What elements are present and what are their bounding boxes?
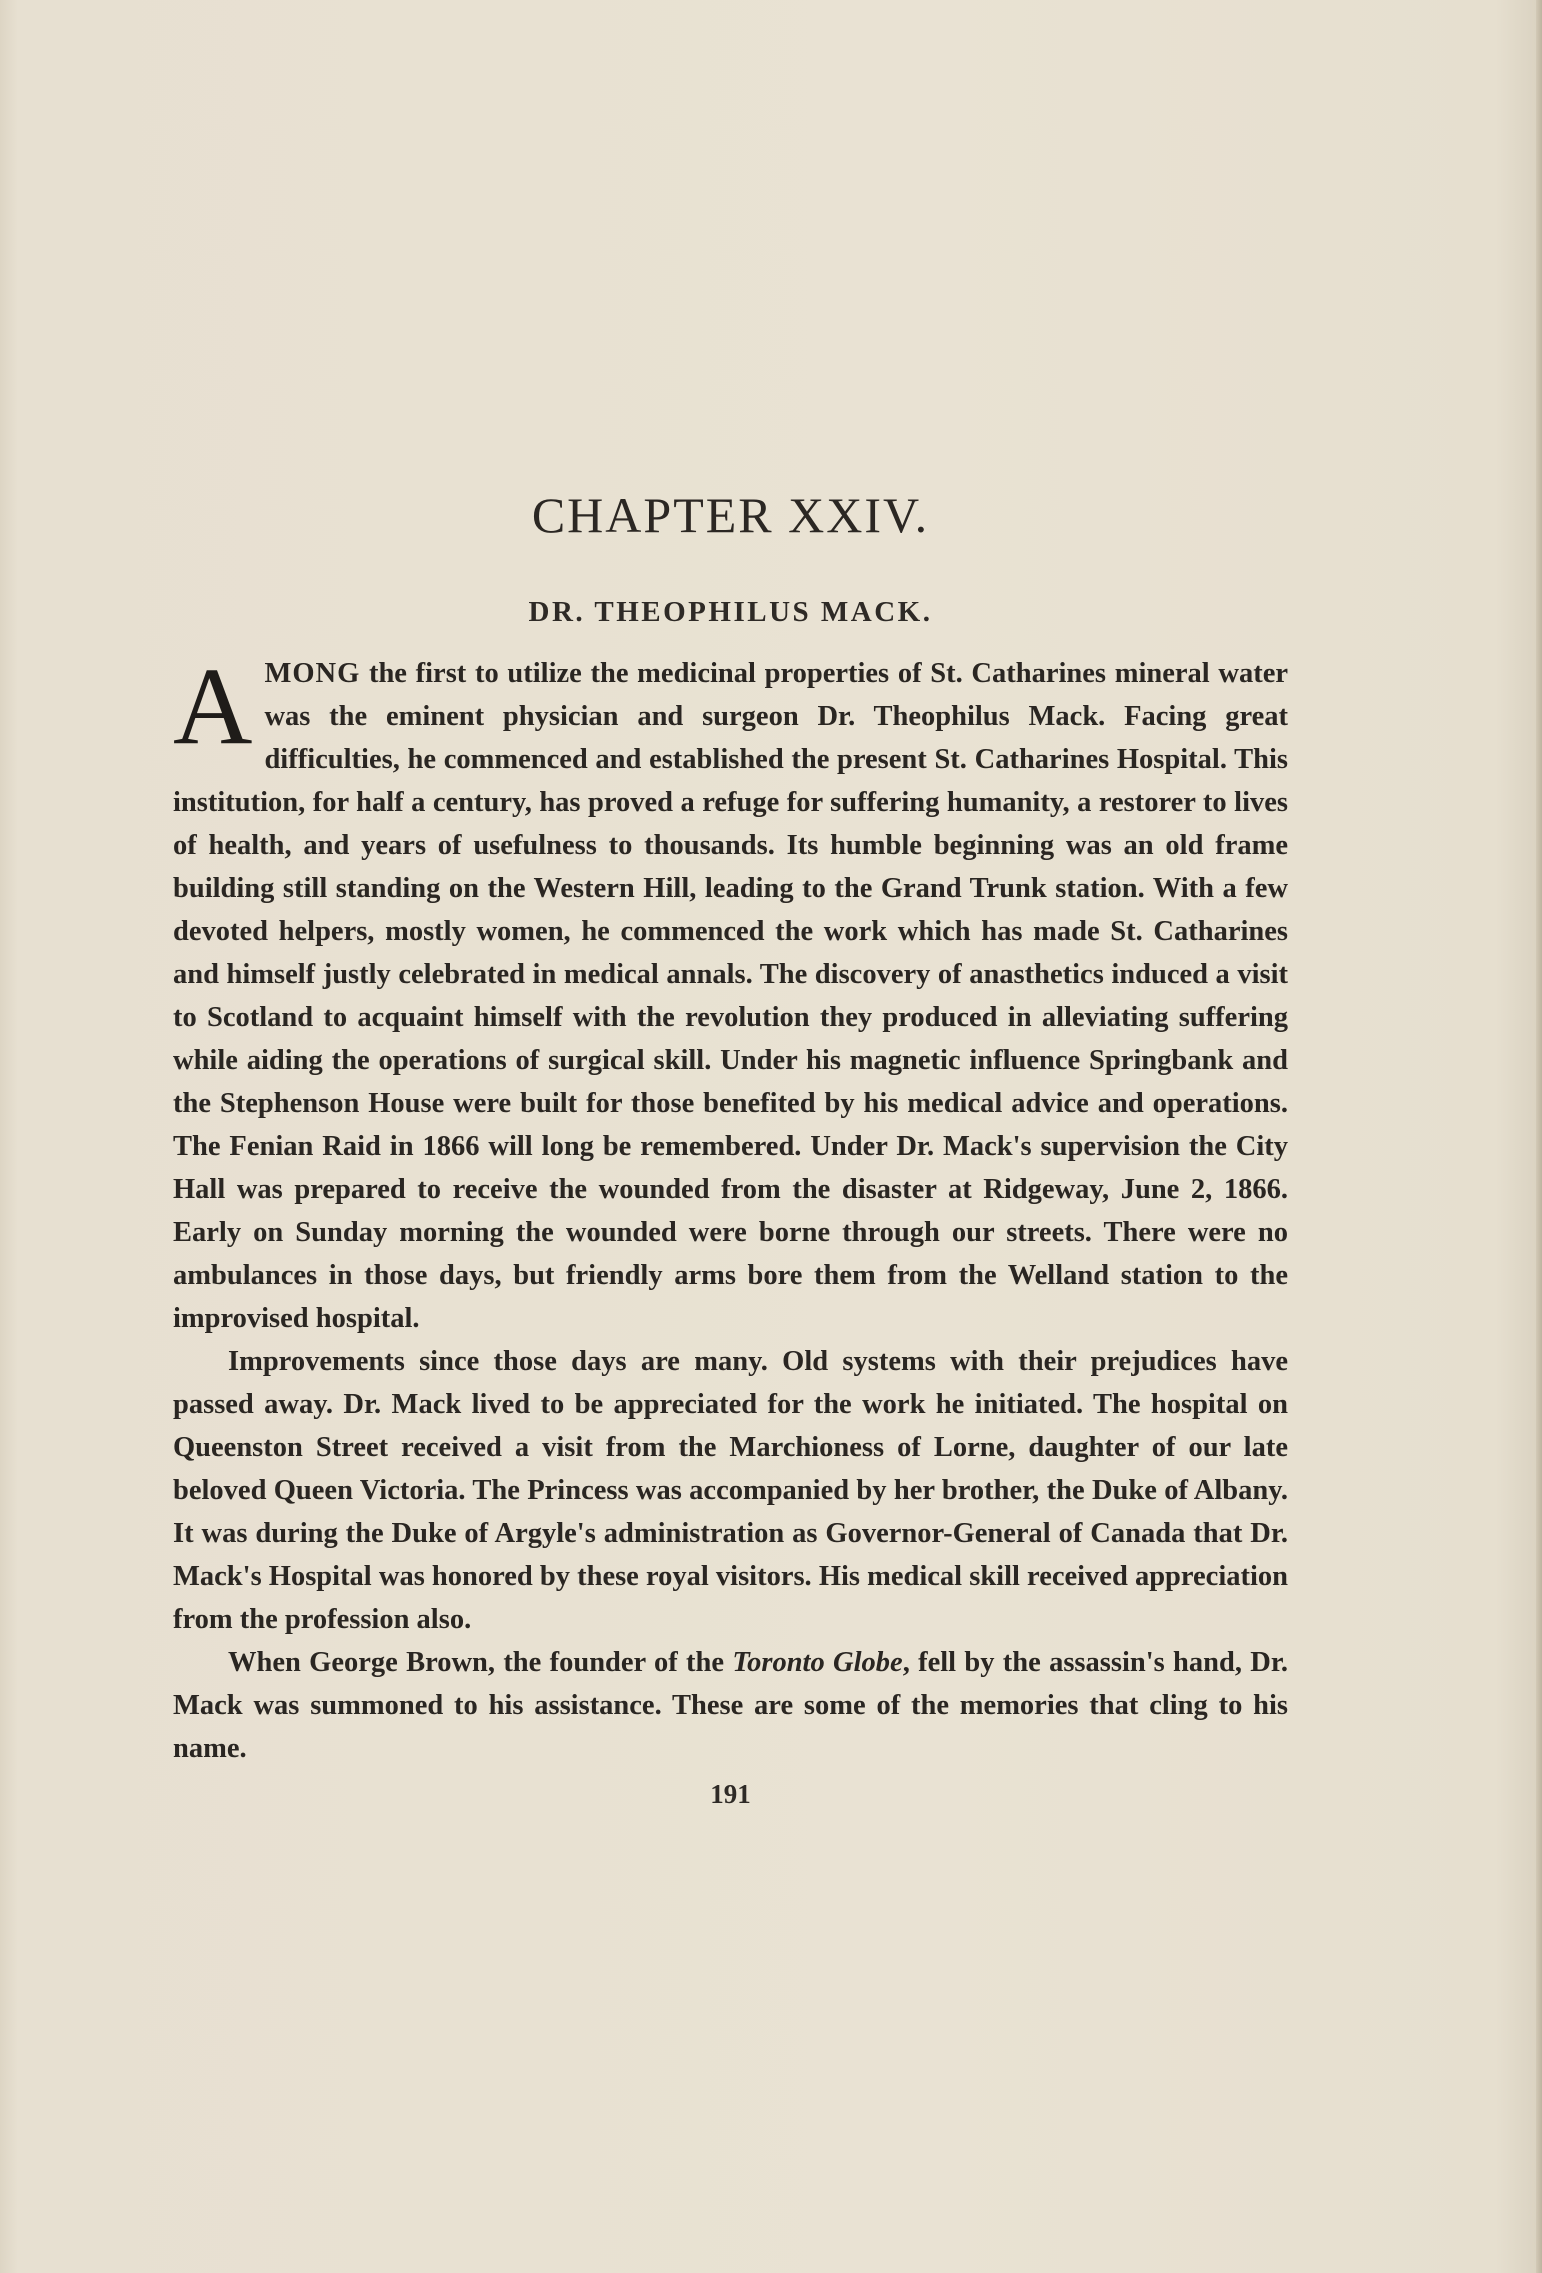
chapter-title: CHAPTER XXIV. <box>531 487 930 543</box>
paragraph-3 <box>173 1641 1288 1770</box>
paragraph-1 <box>173 645 1288 1340</box>
paragraph-3-after: , fell by the assassin's hand, Dr. Mack was summoned to his assistance. These are some of the memories that cling to his name. <box>173 1647 1288 1764</box>
page-number: 191 <box>710 1779 751 1809</box>
paragraph-3-before: When George Brown, the founder of the <box>228 1647 733 1678</box>
paragraph-1-text: the first to utilize the medicinal properties of St. Catharines mineral water was the eminent physician and surgeon Dr. Theophilus Mack. Facing great difficulties, he commenced and established the present St. Catharines Hospital. This institution, for half a century, has proved a refuge for suffering humanity, a restorer to lives of health, and years of usefulness to thousands. Its humble beginning was an old frame building still standing on the Western Hill, leading to the Grand Trunk station. With a few devoted helpers, mostly women, he commenced the work which has made St. Catharines and himself justly celebrated in medical annals. The discovery of anasthetics induced a visit to Scotland to acquaint himself with the revolution they produced in alleviating suffering while aiding the operations of surgical skill. Under his magnetic influence Springbank and the Stephenson House were built for those benefited by his medical advice and operations. The Fenian Raid in 1866 will long be remembered. Under Dr. Mack's supervision the City Hall was prepared to receive the wounded from the disaster at Ridgeway, June 2, 1866. Early on Sunday morning the wounded were borne through our streets. There were no ambulances in those days, but friendly arms bore them from the Welland station to the improvised hospital. <box>173 658 1288 1334</box>
paragraph-2: Improvements since those days are many. Old systems with their prejudices have passed away. Dr. Mack lived to be appreciated for the work he initiated. The hospital on Queenston Street received a visit from the Marchioness of Lorne, daughter of our late beloved Queen Victoria. The Princess was accompanied by her brother, the Duke of Albany. It was during the Duke of Argyle's administration as Governor-General of Canada that Dr. Mack's Hospital was honored by these royal visitors. His medical skill received appreciation from the profession also. <box>173 1346 1288 1635</box>
drop-cap: A <box>173 645 253 767</box>
newspaper-title: Toronto Globe <box>732 1647 903 1678</box>
page-content <box>173 480 1288 1812</box>
paragraph-1-lead: MONG <box>264 658 361 689</box>
chapter-subtitle: DR. THEOPHILUS MACK. <box>528 596 933 628</box>
page-edge <box>1536 0 1542 2273</box>
